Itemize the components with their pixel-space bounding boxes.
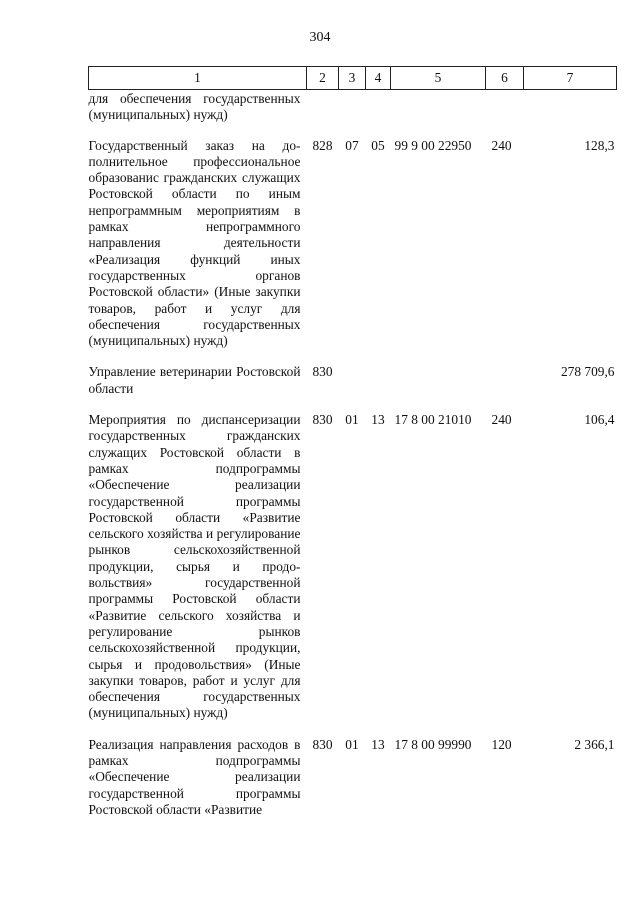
row-description: Управление ветеринарии Ростовской области xyxy=(88,364,301,396)
row-subsection-code: 13 xyxy=(371,736,385,752)
row-expense-type xyxy=(486,90,524,128)
header-col-4: 4 xyxy=(366,67,391,90)
row-ministry-code: 828 xyxy=(312,137,333,153)
row-expense-type: 120 xyxy=(491,736,512,752)
row-amount xyxy=(524,90,617,128)
table-row xyxy=(89,727,617,818)
row-description: для обеспечения государственных (муниципальных) нужд) xyxy=(88,91,301,123)
row-section-code: 07 xyxy=(345,137,359,153)
header-col-7: 7 xyxy=(524,67,617,90)
row-expense-type xyxy=(486,354,524,402)
row-section-code: 01 xyxy=(345,736,359,752)
row-section-code xyxy=(339,354,366,402)
row-target-article xyxy=(391,354,486,402)
row-section-code xyxy=(339,90,366,128)
row-subsection-code xyxy=(366,90,391,128)
row-target-article xyxy=(391,90,486,128)
row-subsection-code xyxy=(366,354,391,402)
row-target-article: 17 8 00 21010 xyxy=(394,412,472,428)
row-amount: 128,3 xyxy=(584,137,615,153)
budget-table xyxy=(88,66,617,818)
row-expense-type: 240 xyxy=(491,137,512,153)
row-amount: 2 366,1 xyxy=(574,736,615,752)
table-row xyxy=(89,90,617,128)
row-ministry-code: 830 xyxy=(312,364,333,380)
row-subsection-code: 05 xyxy=(371,137,385,153)
table-row xyxy=(89,128,617,355)
table-row xyxy=(89,354,617,402)
row-subsection-code: 13 xyxy=(371,412,385,428)
page-number: 304 xyxy=(309,30,331,45)
row-target-article: 17 8 00 99990 xyxy=(394,736,472,752)
header-col-5: 5 xyxy=(391,67,486,90)
table-row xyxy=(89,402,617,727)
row-amount: 106,4 xyxy=(584,412,615,428)
header-row xyxy=(89,67,617,90)
row-ministry-code: 830 xyxy=(312,412,333,428)
row-ministry-code xyxy=(307,90,339,128)
row-expense-type: 240 xyxy=(491,412,512,428)
header-col-3: 3 xyxy=(339,67,366,90)
row-amount: 278 709,6 xyxy=(560,364,615,380)
row-description: Государственный заказ на дополнительное профессиональное образованис гражданских служащих Ростовской области по иным непрограммным мероприятиям в рамках непрограммного направления деятельности «Реализация функций иных государственных органов Ростовской области» (Иные закупки товаров, работ и услуг для обеспечения государственных (муниципальных) нужд) xyxy=(88,137,301,349)
header-col-6: 6 xyxy=(486,67,524,90)
header-col-1: 1 xyxy=(89,67,307,90)
row-section-code: 01 xyxy=(345,412,359,428)
row-ministry-code: 830 xyxy=(312,736,333,752)
row-description: Реализация направления расходов в рамках подпрограммы «Обеспечение реализации государственной программы Ростовской области «Развитие xyxy=(88,736,301,817)
row-description: Мероприятия по диспансеризации государственных гражданских служащих Ростовской области в рамках подпрограммы «Обеспечение реализации государственной программы Ростовской области «Развитие сельского хозяйства и регулирование рынков сельскохозяйственной продукции, сырья и продовольствия» государственной программы Ростовской области «Развитие сельского хозяйства и регулирование рынков сельскохозяйственной продукции, сырья и продовольствия» (Иные закупки товаров, работ и услуг для обеспечения государственных (муниципальных) нужд) xyxy=(88,412,301,721)
row-target-article: 99 9 00 22950 xyxy=(394,137,472,153)
header-col-2: 2 xyxy=(307,67,339,90)
